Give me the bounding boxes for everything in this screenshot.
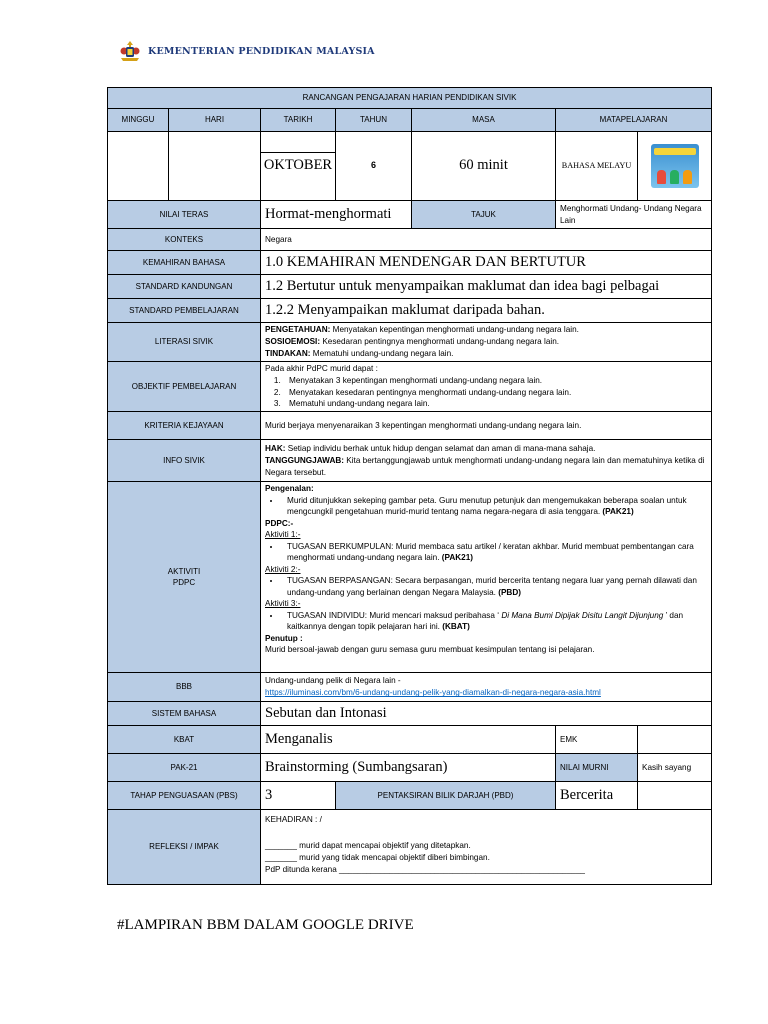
label-emk: EMK [556, 726, 638, 754]
col-tarikh: TARIKH [261, 109, 336, 132]
value-tahun: 6 [336, 132, 412, 201]
value-literasi-sivik: PENGETAHUAN: Menyatakan kepentingan menghormati undang-undang negara lain. SOSIOEMOSI: Kesedaran pentingnya menghormati undang-undang negara lain. TINDAKAN: Mematuhi undang-undang negara lain. [261, 323, 712, 362]
value-hari [169, 132, 261, 201]
value-info-sivik: HAK: Setiap individu berhak untuk hidup dengan selamat dan aman di mana-mana sahaja. TANGGUNGJAWAB: Kita bertanggungjawab untuk menghormati undang-undang negara lain dan mematuhinya ketika di Negara tersebut. [261, 440, 712, 482]
label-tajuk: TAJUK [412, 201, 556, 229]
label-literasi-sivik: LITERASI SIVIK [108, 323, 261, 362]
value-nilai-murni: Kasih sayang [638, 754, 712, 782]
label-standard-kandungan: STANDARD KANDUNGAN [108, 275, 261, 299]
label-info-sivik: INFO SIVIK [108, 440, 261, 482]
col-tahun: TAHUN [336, 109, 412, 132]
value-konteks: Negara [261, 229, 712, 251]
textbook-cover-image [638, 132, 712, 201]
list-item: 3. Mematuhi undang-undang negara lain. [283, 398, 707, 410]
value-standard-kandungan: 1.2 Bertutur untuk menyampaikan maklumat dan idea bagi pelbagai [261, 275, 712, 299]
label-nilai-murni: NILAI MURNI [556, 754, 638, 782]
value-pbd: Bercerita [556, 782, 638, 810]
label-sistem-bahasa: SISTEM BAHASA [108, 702, 261, 726]
value-emk [638, 726, 712, 754]
label-kbat: KBAT [108, 726, 261, 754]
value-bbb: Undang-undang pelik di Negara lain - https://iluminasi.com/bm/6-undang-undang-pelik-yang-diamalkan-di-negara-negara-asia.html [261, 673, 712, 702]
value-tarikh-cell [261, 132, 336, 201]
value-pak21: Brainstorming (Sumbangsaran) [261, 754, 556, 782]
label-pbd: PENTAKSIRAN BILIK DARJAH (PBD) [336, 782, 556, 810]
lesson-plan-table [107, 87, 712, 885]
bbb-link[interactable]: https://iluminasi.com/bm/6-undang-undang-pelik-yang-diamalkan-di-negara-negara-asia.html [265, 688, 601, 698]
list-item: 1. Menyatakan 3 kepentingan menghormati undang-undang negara lain. [283, 375, 707, 387]
ministry-header [118, 40, 375, 62]
kehadiran-line: KEHADIRAN : / [265, 815, 322, 825]
label-tahap-penguasaan: TAHAP PENGUASAAN (PBS) [108, 782, 261, 810]
label-objektif: OBJEKTIF PEMBELAJARAN [108, 361, 261, 412]
value-nilai-teras: Hormat-menghormati [261, 201, 412, 229]
col-masa: MASA [412, 109, 556, 132]
document-title: RANCANGAN PENGAJARAN HARIAN PENDIDIKAN SIVIK [108, 88, 712, 109]
col-hari: HARI [169, 109, 261, 132]
value-sistem-bahasa: Sebutan dan Intonasi [261, 702, 712, 726]
value-kemahiran-bahasa: 1.0 KEMAHIRAN MENDENGAR DAN BERTUTUR [261, 251, 712, 275]
value-minggu [108, 132, 169, 201]
value-tarikh: OKTOBER [263, 157, 333, 173]
refleksi-line: _______ murid yang tidak mencapai objektif diberi bimbingan. [265, 853, 490, 863]
refleksi-line: _______ murid dapat mencapai objektif yang ditetapkan. [265, 841, 471, 851]
value-matapelajaran: BAHASA MELAYU [556, 132, 638, 201]
value-tajuk: Menghormati Undang- Undang Negara Lain [556, 201, 712, 229]
value-pbd-extra [638, 782, 712, 810]
label-standard-pembelajaran: STANDARD PEMBELAJARAN [108, 299, 261, 323]
value-kriteria: Murid berjaya menyenaraikan 3 kepentingan menghormati undang-undang negara lain. [261, 412, 712, 440]
value-masa: 60 minit [412, 132, 556, 201]
label-kriteria: KRITERIA KEJAYAAN [108, 412, 261, 440]
col-matapelajaran: MATAPELAJARAN [556, 109, 712, 132]
value-tahap-penguasaan: 3 [261, 782, 336, 810]
label-aktiviti: AKTIVITI PDPC [108, 482, 261, 673]
col-minggu: MINGGU [108, 109, 169, 132]
label-refleksi: REFLEKSI / IMPAK [108, 810, 261, 885]
label-kemahiran-bahasa: KEMAHIRAN BAHASA [108, 251, 261, 275]
value-objektif: Pada akhir PdPC murid dapat : 1. Menyatakan 3 kepentingan menghormati undang-undang negara lain. 2. Menyatakan kesedaran pentingnya menghormati undang-undang negara lain. 3. Mematuhi undang-undang negara lain. [261, 361, 712, 412]
label-nilai-teras: NILAI TERAS [108, 201, 261, 229]
label-konteks: KONTEKS [108, 229, 261, 251]
footer-note: #LAMPIRAN BBM DALAM GOOGLE DRIVE [117, 917, 414, 933]
value-kbat: Menganalis [261, 726, 556, 754]
textbook-cover-icon [651, 144, 699, 188]
value-aktiviti: Pengenalan: • Murid ditunjukkan sekeping gambar peta. Guru menutup petunjuk dan mengemukakan beberapa soalan untuk mengcungkil pengetahuan murid-murid tentang nama negara-negara di asia tenggara. (PAK21) PDPC:- Aktiviti 1:- • TUGASAN BERKUMPULAN: Murid membaca satu artikel / keratan akhbar. Murid membuat pembentangan cara menghormati undang-undang negara lain. (PAK21) Aktiviti 2:- • TUGASAN BERPASANGAN: Secara berpasangan, murid bercerita tentang negara luar yang pernah dilawati dan undang-undang yang berlainan dengan Negara Malaysia. (PBD) Aktiviti 3:- • TUGASAN INDIVIDU: Murid mencari maksud peribahasa ‘ Di Mana Bumi Dipijak Disitu Langit Dijunjung ’ dan kaitkannya dengan topik pelajaran hari ini. (KBAT) Penutup : Murid bersoal-jawab dengan guru semasa guru membuat kesimpulan tentang isi pelajaran. [261, 482, 712, 673]
ministry-name: KEMENTERIAN PENDIDIKAN MALAYSIA [148, 45, 375, 57]
refleksi-line: PdP ditunda kerana ______________________________________________________ [265, 864, 585, 874]
value-refleksi [261, 810, 712, 885]
label-bbb: BBB [108, 673, 261, 702]
value-standard-pembelajaran: 1.2.2 Menyampaikan maklumat daripada bahan. [261, 299, 712, 323]
list-item: 2. Menyatakan kesedaran pentingnya menghormati undang-undang negara lain. [283, 387, 707, 399]
label-pak21: PAK-21 [108, 754, 261, 782]
malaysia-crest-icon [118, 40, 142, 62]
